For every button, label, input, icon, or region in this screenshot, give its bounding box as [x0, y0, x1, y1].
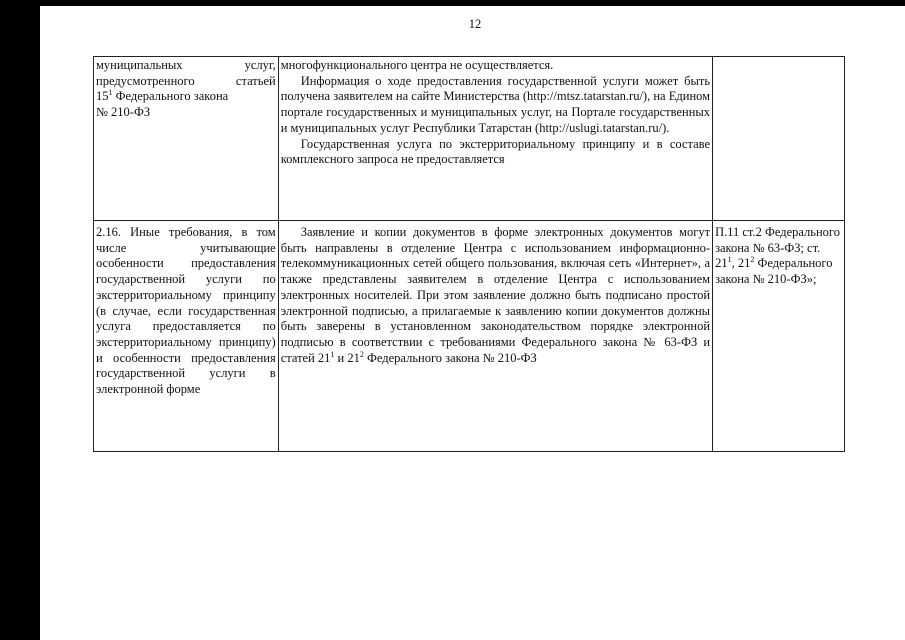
content-cell — [278, 57, 712, 221]
citation-cell — [713, 57, 845, 221]
legal-citation: П.11 ст.2 Федерального закона № 63-ФЗ; ст. $21^1$, $21^2$ Федерального закона № 210-ФЗ»; — [715, 225, 840, 287]
paragraph: Государственная услуга по экстерриториальному принципу и в составе комплексного запроса не предоставляется — [280, 136, 711, 167]
requirement-text: 2.16. Иные требования, в том числе учитывающие особенности предоставления государственной услуги по экстерриториальному принципу (в случае, если государственная услуга предоставляется по экстерриториальному принципу) и особенности предоставления государственной услуги в электронной форме — [96, 225, 276, 397]
scan-border-top — [0, 0, 905, 6]
page-number: 12 — [468, 17, 482, 31]
requirement-cell — [94, 57, 279, 221]
paragraph: многофункционального центра не осуществляется. — [280, 58, 554, 72]
scan-border-left — [0, 0, 40, 640]
regulation-table — [93, 56, 845, 452]
paragraph: Информация о ходе предоставления государственной услуги может быть получена заявителем на сайте Министерства (http://mtsz.tatarstan.ru/), на Едином портале государственных и муниципальных услуг, на Портале государственных и муниципальных услуг Республики Татарстан (http://uslugi.tatarstan.ru/). — [280, 73, 711, 135]
requirement-cell — [94, 221, 279, 452]
content-cell — [278, 221, 712, 452]
table-row — [94, 221, 845, 452]
paragraph: Заявление и копии документов в форме электронных документов могут быть направлены в отделение Центра с использованием информационно-телекоммуникационных сетей общего пользования, включая сеть «Интернет», а также представлены заявителем в отделение Центра с использованием электронных носителей. При этом заявление должно быть подписано простой электронной подписью, а прилагаемые к заявлению копии документов должны быть заверены в установленном законодательством порядке электронной подписью в соответствии с требованиями Федерального закона № 63-ФЗ и статей $21^1$ и $21^2$ Федерального закона № 210-ФЗ — [280, 225, 711, 365]
citation-cell — [713, 221, 845, 452]
table-row — [94, 57, 845, 221]
requirement-text: муниципальных услуг, предусмотренного статьей $15^1$ Федерального закона № 210-ФЗ — [96, 58, 276, 120]
